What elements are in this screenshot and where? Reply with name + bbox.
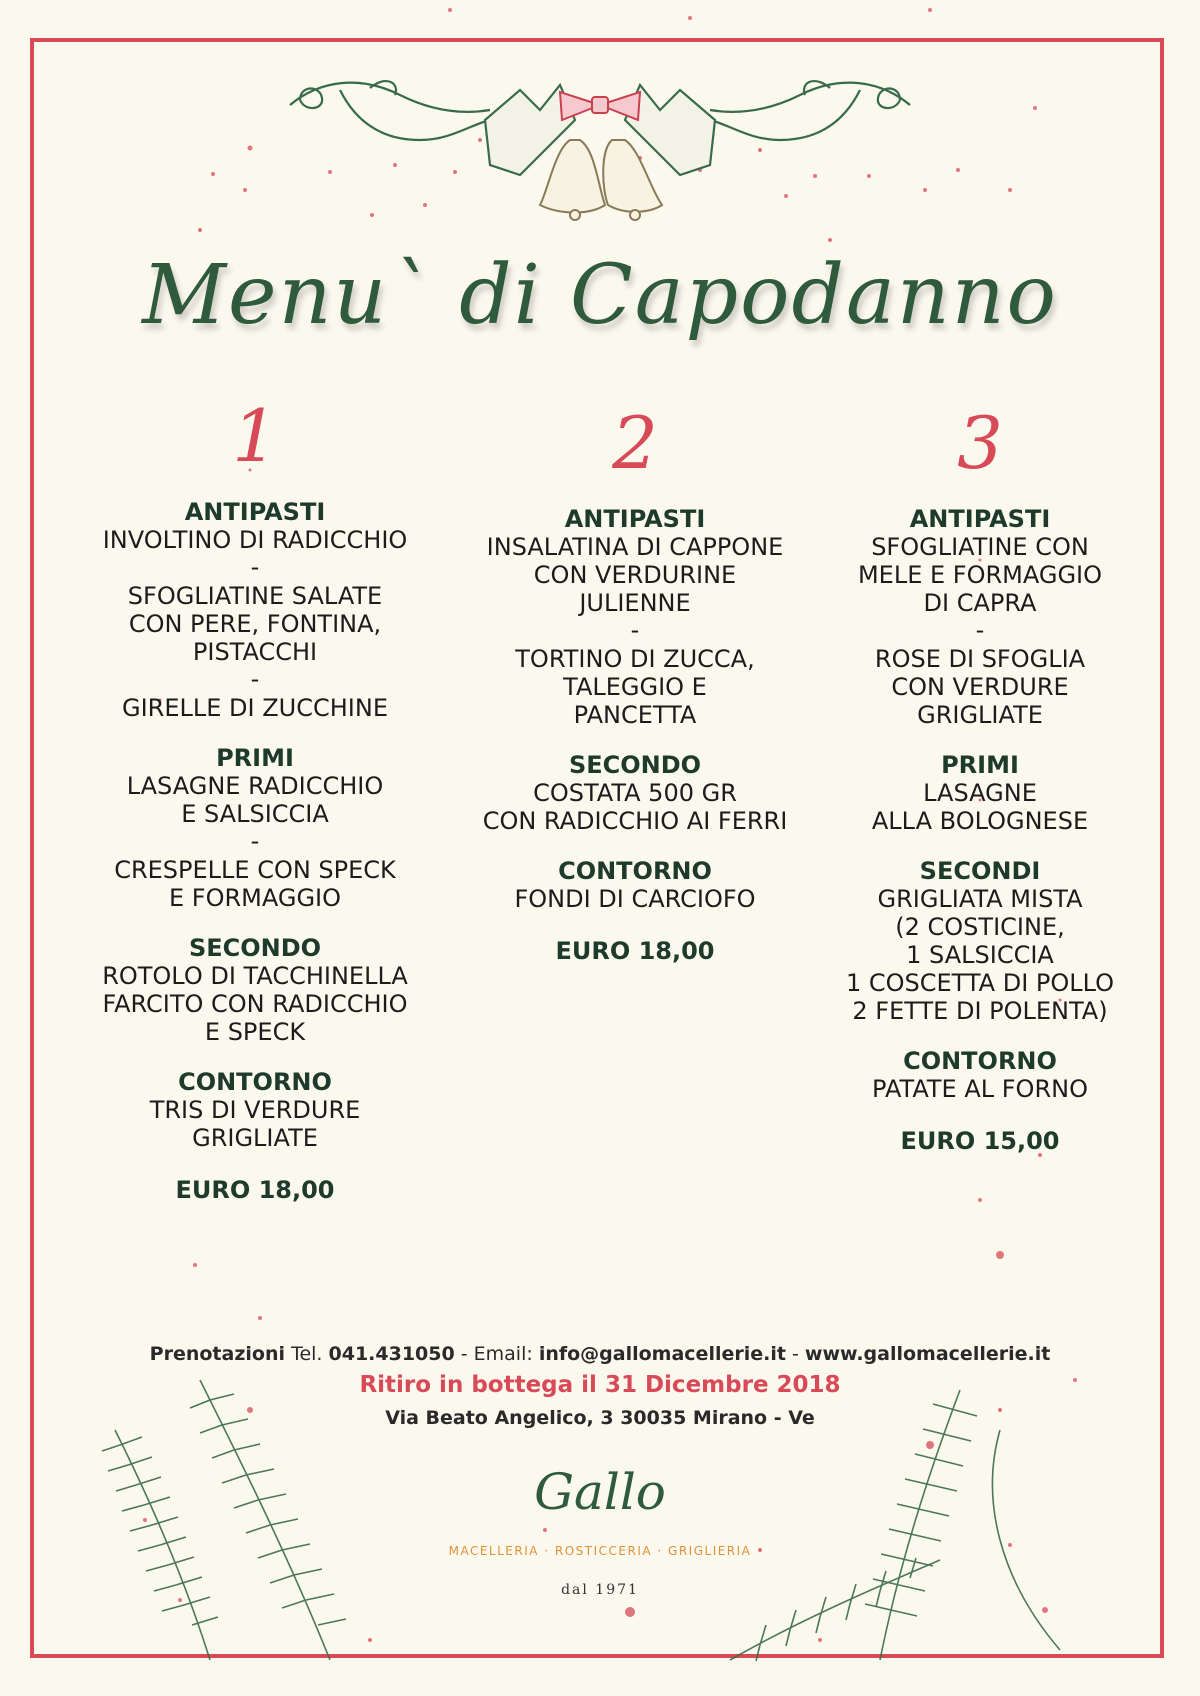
dish-line: E SALSICCIA <box>181 800 329 828</box>
course-heading: SECONDO <box>568 751 702 779</box>
menu-price: EURO 18,00 <box>555 937 715 965</box>
dish-line: GIRELLE DI ZUCCHINE <box>121 694 388 722</box>
pickup-notice: Ritiro in bottega il 31 Dicembre 2018 <box>359 1372 841 1398</box>
dish-line: DI CAPRA <box>923 589 1037 617</box>
dish-line: JULIENNE <box>579 589 691 617</box>
separator: - <box>250 553 260 581</box>
tel-label: Tel. <box>291 1343 323 1365</box>
dish-line: ALLA BOLOGNESE <box>871 807 1089 835</box>
dish-line: TORTINO DI ZUCCA, <box>515 645 755 673</box>
course-heading: SECONDO <box>188 934 322 962</box>
course-heading: ANTIPASTI <box>564 505 706 533</box>
course-heading: CONTORNO <box>558 857 712 885</box>
booking-label: Prenotazioni <box>149 1343 286 1365</box>
address: Via Beato Angelico, 3 30035 Mirano - Ve <box>385 1407 815 1429</box>
separator: - <box>250 665 260 693</box>
brand-since: dal 1971 <box>561 1582 639 1598</box>
course-heading: CONTORNO <box>903 1047 1057 1075</box>
dish-line: TALEGGIO E <box>563 673 707 701</box>
dish-line: CON PERE, FONTINA, <box>128 610 382 638</box>
dish-line: INSALATINA DI CAPPONE <box>486 533 784 561</box>
menu-price: EURO 15,00 <box>900 1127 1060 1155</box>
dish-line: MELE E FORMAGGIO <box>857 561 1103 589</box>
web-separator: - <box>791 1343 799 1365</box>
email-link[interactable]: info@gallomacellerie.it <box>538 1343 786 1365</box>
dish-line: (2 COSTICINE, <box>895 913 1065 941</box>
dish-line: CON VERDURE <box>891 673 1069 701</box>
course-heading: SECONDI <box>919 857 1041 885</box>
page-title: Menu` di Capodanno <box>142 248 1058 343</box>
dish-line: GRIGLIATA MISTA <box>877 885 1083 913</box>
course-heading: CONTORNO <box>178 1068 332 1096</box>
dish-line: FARCITO CON RADICCHIO <box>102 990 408 1018</box>
menu-number: 3 <box>957 401 1003 485</box>
dish-line: CON RADICCHIO AI FERRI <box>482 807 788 835</box>
brand-tagline: MACELLERIA · ROSTICCERIA · GRIGLIERIA <box>448 1544 752 1558</box>
brand-logo: Gallo <box>534 1463 666 1521</box>
menu-number: 2 <box>612 401 658 485</box>
separator: - <box>630 616 640 644</box>
dish-line: ROTOLO DI TACCHINELLA <box>102 962 408 990</box>
dish-line: PANCETTA <box>573 701 697 729</box>
dish-line: 1 SALSICCIA <box>906 941 1054 969</box>
dish-line: PISTACCHI <box>192 638 318 666</box>
dish-line: LASAGNE RADICCHIO <box>126 772 384 800</box>
dish-line: CON VERDURINE <box>533 561 737 589</box>
dish-line: E FORMAGGIO <box>168 884 342 912</box>
separator: - <box>975 616 985 644</box>
dish-line: E SPECK <box>204 1018 306 1046</box>
dish-line: GRIGLIATE <box>917 701 1043 729</box>
course-heading: ANTIPASTI <box>909 505 1051 533</box>
dish-line: FONDI DI CARCIOFO <box>514 885 756 913</box>
dish-line: GRIGLIATE <box>192 1124 318 1152</box>
dish-line: COSTATA 500 GR <box>533 779 737 807</box>
dish-line: TRIS DI VERDURE <box>149 1096 361 1124</box>
course-heading: PRIMI <box>216 744 294 772</box>
menu-number: 1 <box>232 394 278 478</box>
dish-line: SFOGLIATINE CON <box>871 533 1089 561</box>
dish-line: LASAGNE <box>923 779 1037 807</box>
dish-line: SFOGLIATINE SALATE <box>127 582 383 610</box>
dish-line: CRESPELLE CON SPECK <box>114 856 396 884</box>
email-label: - Email: <box>460 1343 533 1365</box>
dish-line: PATATE AL FORNO <box>872 1075 1088 1103</box>
dish-line: ROSE DI SFOGLIA <box>874 645 1086 673</box>
separator: - <box>250 827 260 855</box>
dish-line: 1 COSCETTA DI POLLO <box>845 969 1115 997</box>
website-link[interactable]: www.gallomacellerie.it <box>804 1343 1051 1365</box>
course-heading: PRIMI <box>941 751 1019 779</box>
dish-line: INVOLTINO DI RADICCHIO <box>102 526 408 554</box>
phone-number[interactable]: 041.431050 <box>328 1343 455 1365</box>
dish-line: 2 FETTE DI POLENTA) <box>852 997 1108 1025</box>
menu-price: EURO 18,00 <box>175 1176 335 1204</box>
course-heading: ANTIPASTI <box>184 498 326 526</box>
